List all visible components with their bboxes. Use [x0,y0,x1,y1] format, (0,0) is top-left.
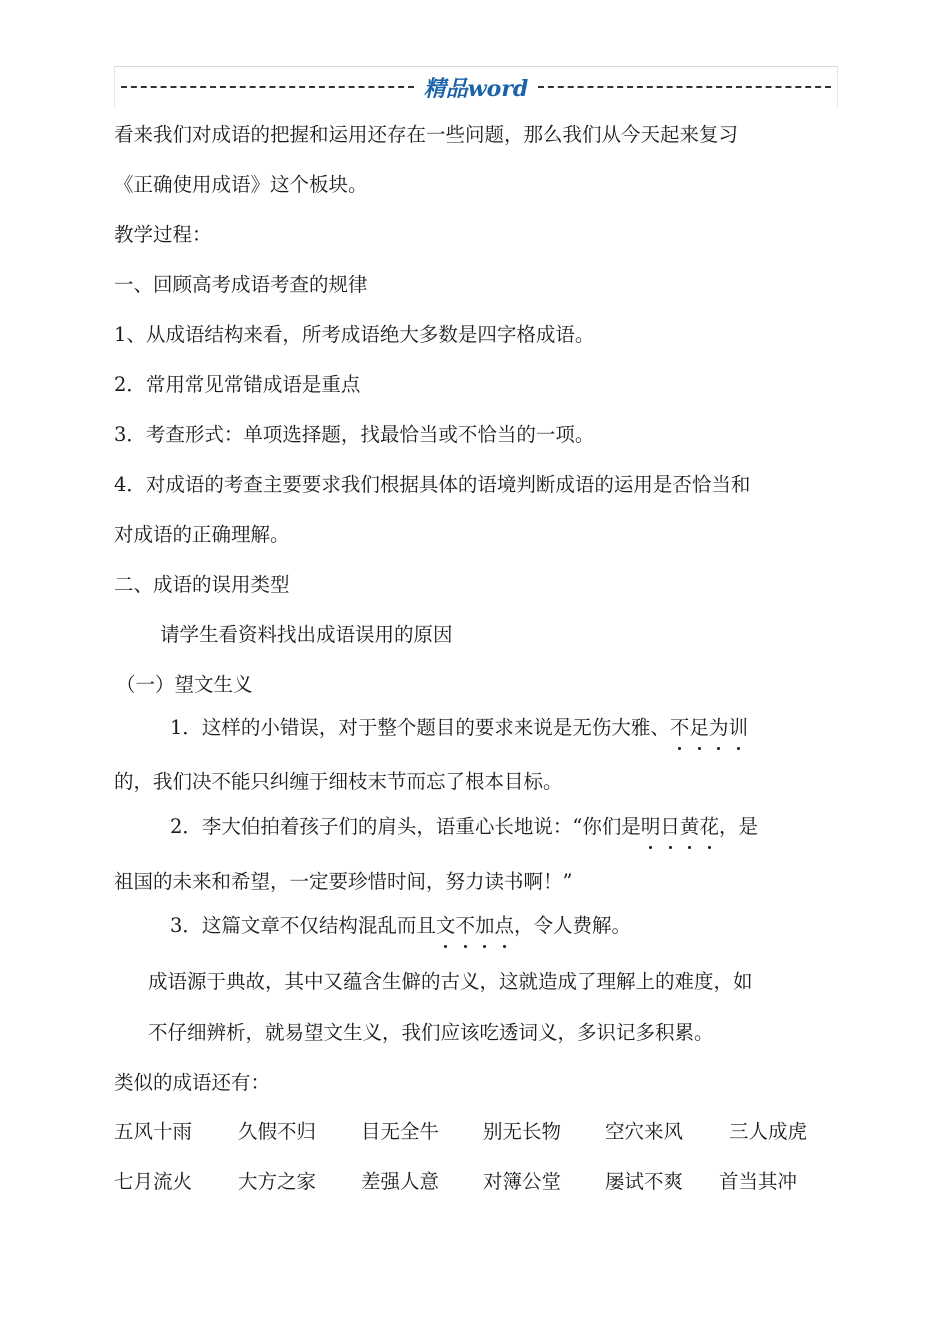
dotted-char: 加 [474,914,495,937]
example-text: ，是 [718,815,758,838]
dotted-char: 训 [728,716,748,739]
idiom-item: 首当其冲 [719,1170,798,1193]
list-item: 2．常用常见常错成语是重点 [114,373,361,396]
example-2-cont: 祖国的未来和希望，一定要珍惜时间，努力读书啊！” [114,870,573,893]
idiom-item: 久假不归 [238,1120,317,1143]
example-text: 3．这篇文章不仅结构混乱而且 [170,914,436,937]
paragraph-line: 类似的成语还有： [114,1071,271,1094]
dotted-char: 不 [455,914,475,937]
idiom-item: 屡试不爽 [605,1170,684,1193]
idiom-item: 七月流火 [114,1170,193,1193]
dotted-char: 足 [689,716,709,739]
example-1-cont: 的，我们决不能只纠缠于细枝末节而忘了根本目标。 [114,770,563,793]
dotted-char: 为 [708,716,729,739]
dotted-char: 点 [494,914,514,937]
section-label: 教学过程： [114,223,212,246]
idiom-item: 差强人意 [361,1170,440,1193]
dotted-char: 花 [699,815,719,838]
example-text: 1．这样的小错误，对于整个题目的要求来说是无伤大雅、 [170,716,670,739]
header-dashes-left [121,86,414,88]
idiom-item: 别无长物 [483,1120,562,1143]
dotted-char: 黄 [679,815,700,838]
instruction-line: 请学生看资料找出成语误用的原因 [160,623,453,646]
list-item: 4．对成语的考查主要要求我们根据具体的语境判断成语的运用是否恰当和 [114,473,751,496]
dotted-char: 明 [640,815,661,838]
example-3 [170,914,631,938]
section-heading: 一、回顾高考成语考查的规律 [114,273,368,296]
paragraph-line: 《正确使用成语》这个板块。 [114,173,368,196]
example-1 [170,716,748,740]
list-item: 1、从成语结构来看，所考成语绝大多数是四字格成语。 [114,323,595,346]
dotted-char: 不 [669,716,690,739]
idiom-item: 五风十雨 [114,1120,193,1143]
idiom-item: 目无全牛 [361,1120,440,1143]
page-header [114,66,838,107]
idiom-item: 对簿公堂 [483,1170,562,1193]
list-item: 3．考查形式：单项选择题，找最恰当或不恰当的一项。 [114,423,595,446]
section-heading: 二、成语的误用类型 [114,573,290,596]
brand-title: 精品word [423,75,529,102]
explanation-line: 不仔细辨析，就易望文生义，我们应该吃透词义，多识记多积累。 [148,1021,714,1044]
paragraph-line: 看来我们对成语的把握和运用还存在一些问题，那么我们从今天起来复习 [114,123,739,146]
header-dashes-right [538,86,831,88]
idiom-item: 空穴来风 [605,1120,684,1143]
list-item-cont: 对成语的正确理解。 [114,523,290,546]
example-2 [170,815,758,839]
idiom-item: 大方之家 [238,1170,317,1193]
subsection-heading: （一）望文生义 [116,673,253,696]
example-text: 2．李大伯拍着孩子们的肩头，语重心长地说：“你们是 [170,815,641,838]
explanation-line: 成语源于典故，其中又蕴含生僻的古义，这就造成了理解上的难度，如 [148,970,753,993]
example-text: ，令人费解。 [513,914,631,937]
idiom-item: 三人成虎 [729,1120,808,1143]
dotted-char: 日 [660,815,680,838]
dotted-char: 文 [435,914,456,937]
